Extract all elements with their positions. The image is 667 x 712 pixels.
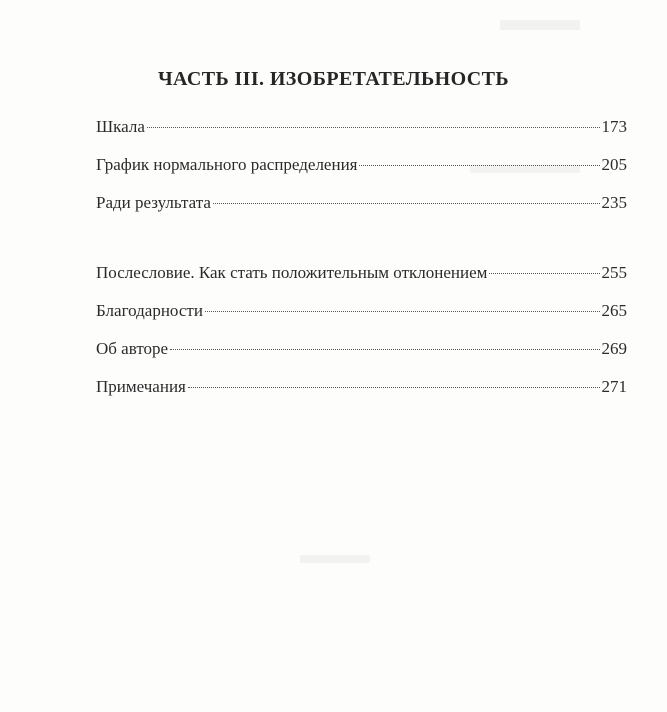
toc-entry-title: График нормального распределения: [96, 155, 358, 174]
toc-entry-page: 255: [601, 263, 627, 282]
toc-entry-page: 173: [601, 117, 627, 136]
dot-leader: [489, 273, 599, 274]
toc-entry-title: Послесловие. Как стать положительным отклонением: [96, 263, 488, 282]
toc-entry-title: Ради результата: [96, 193, 211, 212]
section-title: ЧАСТЬ III. ИЗОБРЕТАТЕЛЬНОСТЬ: [157, 68, 510, 90]
toc-entry-title: Примечания: [96, 377, 186, 396]
dot-leader: [188, 387, 600, 388]
toc-entry-page: 265: [601, 301, 627, 320]
toc-entry[interactable]: [96, 296, 627, 334]
dot-leader: [359, 165, 599, 166]
toc-entry-page: 235: [601, 193, 627, 212]
toc-entry[interactable]: [96, 258, 627, 296]
toc-part3-list: [96, 112, 627, 226]
toc-entry-title: Об авторе: [96, 339, 169, 358]
toc-entry-page: 269: [601, 339, 627, 358]
toc-entry-page: 271: [601, 377, 627, 396]
toc-entry[interactable]: [96, 188, 627, 226]
toc-entry-page: 205: [601, 155, 627, 174]
toc-entry[interactable]: [96, 112, 627, 150]
bleed-through-mark: [300, 555, 370, 563]
dot-leader: [147, 127, 600, 128]
toc-back-matter-list: [96, 258, 627, 410]
toc-entry[interactable]: [96, 150, 627, 188]
toc-entry[interactable]: [96, 372, 627, 410]
toc-entry[interactable]: [96, 334, 627, 372]
toc-entry-title: Благодарности: [96, 301, 203, 320]
dot-leader: [170, 349, 599, 350]
bleed-through-mark: [500, 20, 580, 30]
dot-leader: [213, 203, 600, 204]
toc-entry-title: Шкала: [96, 117, 145, 136]
dot-leader: [205, 311, 600, 312]
